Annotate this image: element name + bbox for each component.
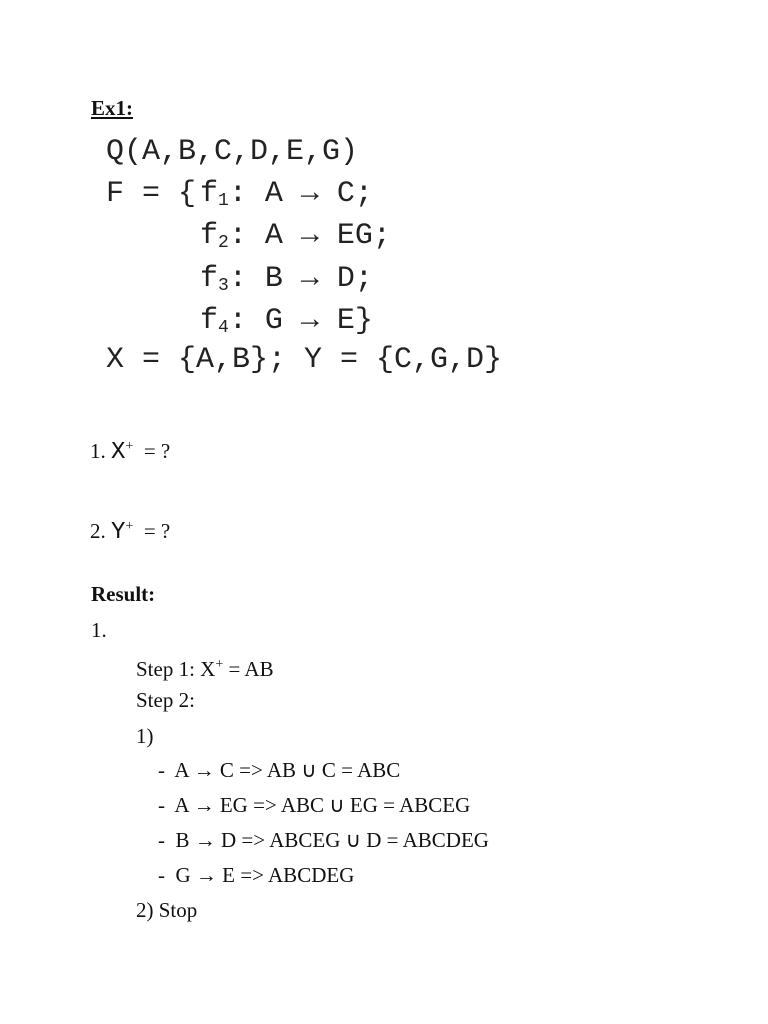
bullet-item: - A → C => AB ∪ C = ABC [158, 758, 401, 782]
fd-2: $f_2$: A → EG; [200, 219, 391, 253]
relation-schema: Q(A,B,C,D,E,G) [106, 135, 359, 169]
attribute-sets: X = {A,B}; Y = {C,G,D} [106, 343, 503, 377]
substep-1: 1) [136, 724, 154, 748]
fd-1: $f_1$: A → C; [200, 177, 373, 211]
step-2: Step 2: [136, 688, 195, 712]
step-1: Step 1: X+ = AB [136, 657, 274, 681]
substep-2: 2) Stop [136, 898, 198, 922]
question-2: 2. Y+ = ? [90, 519, 171, 546]
bullet-item: - G → E => ABCDEG [158, 863, 355, 887]
fd-4: $f_4$: G → E} [200, 304, 373, 338]
fd-3: $f_3$: B → D; [200, 262, 373, 296]
exercise-title: Ex1: [91, 96, 133, 120]
bullet-item: - A → EG => ABC ∪ EG = ABCEG [158, 793, 471, 817]
result-number: 1. [91, 618, 107, 642]
question-1: 1. X+ = ? [90, 439, 171, 466]
bullet-item: - B → D => ABCEG ∪ D = ABCDEG [158, 828, 489, 852]
result-heading: Result: [91, 582, 156, 606]
fd-set-prefix: F = { [106, 177, 197, 211]
